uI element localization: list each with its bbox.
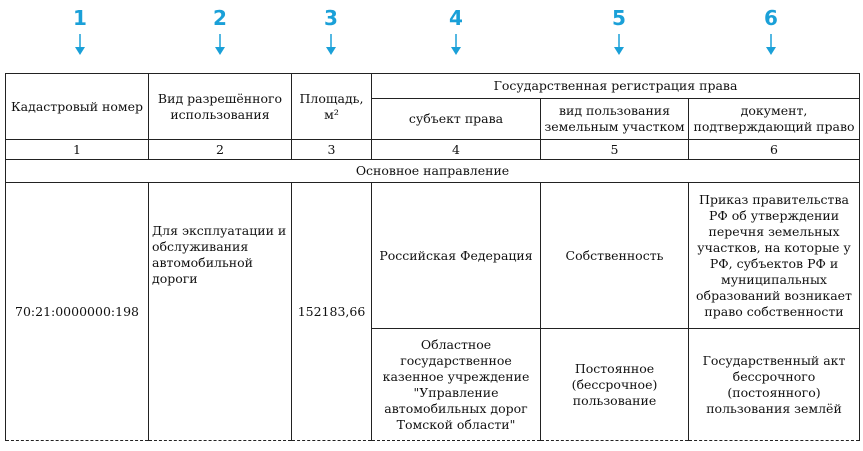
header-area: Площадь, м²: [292, 74, 372, 140]
arrow-down-icon: [450, 34, 462, 56]
column-number: 2: [149, 140, 292, 160]
land-rights-table: [5, 73, 860, 441]
use-type-cell: Собственность: [541, 183, 689, 329]
column-markers: [0, 0, 863, 74]
column-number: 4: [372, 140, 541, 160]
section-row: [6, 160, 860, 183]
arrow-down-icon: [74, 34, 86, 56]
column-marker-6: [756, 6, 786, 56]
document-cell: Приказ правительства РФ об утверждении перечня земельных участков, на которые у РФ, субъектов РФ и муниципальных образований возникает право собственности: [689, 183, 860, 329]
marker-number: 6: [764, 6, 778, 30]
arrow-down-icon: [765, 34, 777, 56]
table-row: [6, 183, 860, 329]
header-subject: субъект права: [372, 99, 541, 140]
column-number: 1: [6, 140, 149, 160]
document-cell: Государственный акт бессрочного (постоянного) пользования землёй: [689, 329, 860, 441]
marker-number: 5: [612, 6, 626, 30]
column-number: 5: [541, 140, 689, 160]
column-marker-2: [205, 6, 235, 56]
header-cadastral-number: Кадастровый номер: [6, 74, 149, 140]
column-number-row: [6, 140, 860, 160]
header-use-type: вид пользования земельным участком: [541, 99, 689, 140]
marker-number: 2: [213, 6, 227, 30]
column-marker-5: [604, 6, 634, 56]
subject-cell: Российская Федерация: [372, 183, 541, 329]
use-type-cell: Постоянное (бессрочное) пользование: [541, 329, 689, 441]
header-state-registration: Государственная регистрация права: [372, 74, 860, 99]
subject-cell: Областное государственное казенное учреждение "Управление автомобильных дорог Томской области": [372, 329, 541, 441]
column-number: 3: [292, 140, 372, 160]
header-document: документ, подтверждающий право: [689, 99, 860, 140]
area-cell: 152183,66: [292, 183, 372, 441]
marker-number: 3: [324, 6, 338, 30]
marker-number: 4: [449, 6, 463, 30]
marker-number: 1: [73, 6, 87, 30]
table-header-row: [6, 74, 860, 99]
column-number: 6: [689, 140, 860, 160]
header-permitted-use: Вид разрешённого использования: [149, 74, 292, 140]
column-marker-3: [316, 6, 346, 56]
permitted-use-cell: Для эксплуатации и обслуживания автомобильной дороги: [149, 183, 292, 441]
cadastral-number-cell: 70:21:0000000:198: [6, 183, 149, 441]
column-marker-1: [65, 6, 95, 56]
arrow-down-icon: [325, 34, 337, 56]
section-title: Основное направление: [6, 160, 860, 183]
arrow-down-icon: [214, 34, 226, 56]
arrow-down-icon: [613, 34, 625, 56]
column-marker-4: [441, 6, 471, 56]
